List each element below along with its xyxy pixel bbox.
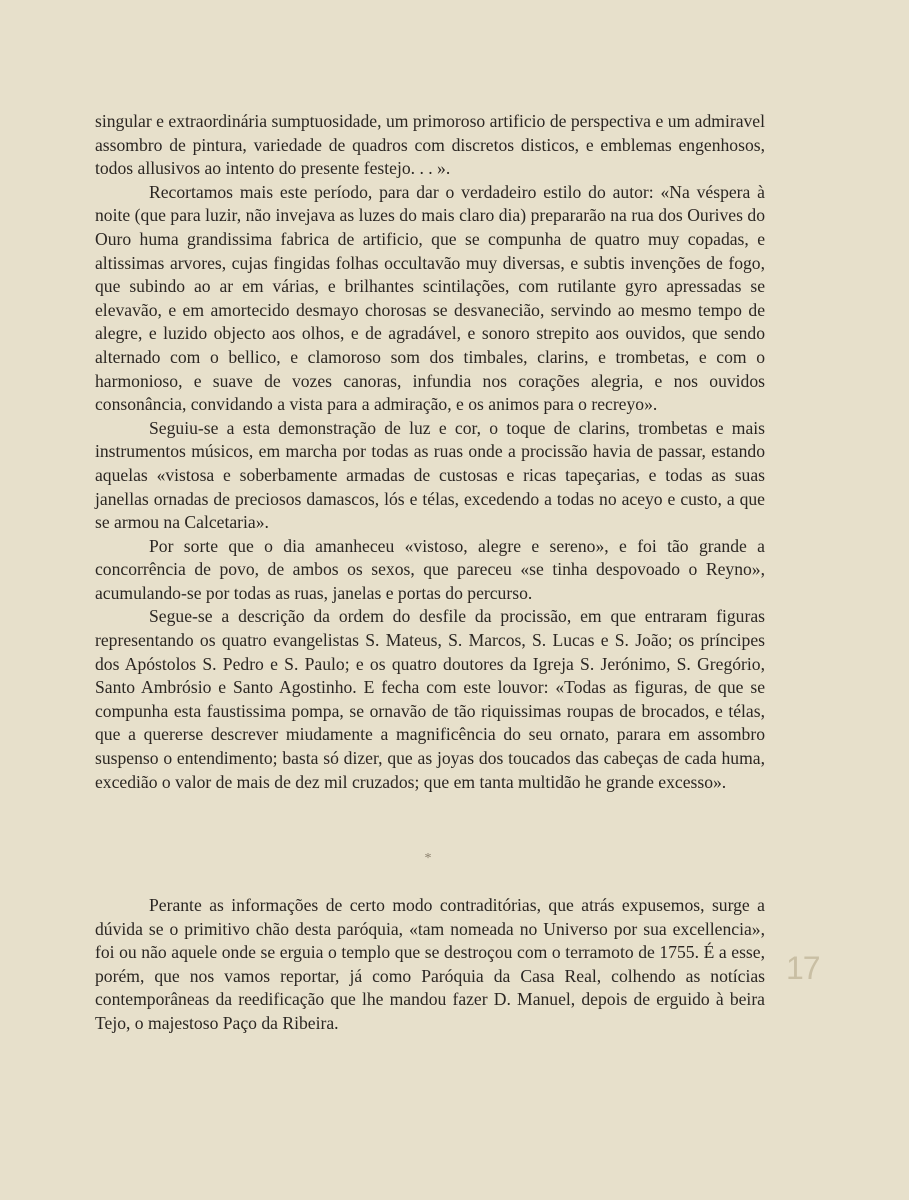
paragraph-continuation: singular e extraordinária sumptuosidade, um primoroso artificio de perspectiva e um admiravel assombro de pintura, variedade de quadros com discretos disticos, e emblemas engenhosos, todos allusivos ao intento do presente festejo. . . ». (95, 111, 765, 179)
paragraph-quote-festivities: Recortamos mais este período, para dar o verdadeiro estilo do autor: «Na véspera à noite (que para luzir, não invejava as luzes do mais claro dia) prepararão na rua dos Ourives do Ouro huma grandissima fabrica de artificio, que se compunha de quatro muy copadas, e altissimas arvores, cujas fingidas folhas occultavão muy diversas, e subtis invenções de fogo, que subindo ao ar em várias, e brilhantes scintilações, com rutilante gyro apressadas se elevavão, e em amortecido desmayo chorosas se desvanecião, servindo ao mesmo tempo de alegre, e luzido objecto aos olhos, e de agradável, e sonoro strepito aos ouvidos, que sendo alternado com o bellico, e clamoroso som dos timbales, clarins, e trombetas, e com o harmonioso, e suave de vozes canoras, infundia nos corações alegria, e nos ouvidos consonância, convidando a vista para a admiração, e os animos para o recreyo». (95, 181, 765, 415)
section-separator-star: * (424, 851, 432, 866)
main-text-block (95, 110, 765, 794)
page-number: 17 (786, 950, 820, 986)
paragraph-procession-music: Seguiu-se a esta demonstração de luz e cor, o toque de clarins, trombetas e mais instrumentos músicos, em marcha por todas as ruas onde a procissão havia de passar, estando aquelas «vistosa e soberbamente armadas de custosas e ricas tapeçarias, e todas as suas janellas ornadas de preciosos damascos, lós e télas, excedendo a todas no aceyo e custo, a que se armou na Calcetaria». (95, 417, 765, 533)
paragraph-parish-origin: Perante as informações de certo modo contraditórias, que atrás expusemos, surge a dúvida se o primitivo chão desta paróquia, «tam nomeada no Universo por sua excellencia», foi ou não aquele onde se erguia o templo que se destroçou com o terramoto de 1755. É a esse, porém, que nos vamos reportar, já como Paróquia da Casa Real, colhendo as notícias contemporâneas da reedificação que lhe mandou fazer D. Manuel, depois de erguido à beira Tejo, o majestoso Paço da Ribeira. (95, 895, 765, 1033)
paragraph-procession-order: Segue-se a descrição da ordem do desfile da procissão, em que entraram figuras representando os quatro evangelistas S. Mateus, S. Marcos, S. Lucas e S. João; os príncipes dos Apóstolos S. Pedro e S. Paulo; e os quatro doutores da Igreja S. Jerónimo, S. Gregório, Santo Ambrósio e Santo Agostinho. E fecha com este louvor: «Todas as figuras, de que se compunha esta faustissima pompa, se ornavão de tão riquissimas roupas de brocados, e télas, que a quererse descrever miudamente a magnificência do seu ornato, parara em assombro suspenso o entendimento; basta só dizer, que as joyas dos toucados das cabeças de cada huma, excedião o valor de mais de dez mil cruzados; que em tanta multidão he grande excesso». (95, 606, 765, 792)
second-text-block (95, 894, 765, 1036)
paragraph-crowd: Por sorte que o dia amanheceu «vistoso, alegre e sereno», e foi tão grande a concorrência de povo, de ambos os sexos, que pareceu «se tinha despovoado o Reyno», acumulando-se por todas as ruas, janelas e portas do percurso. (95, 535, 765, 603)
